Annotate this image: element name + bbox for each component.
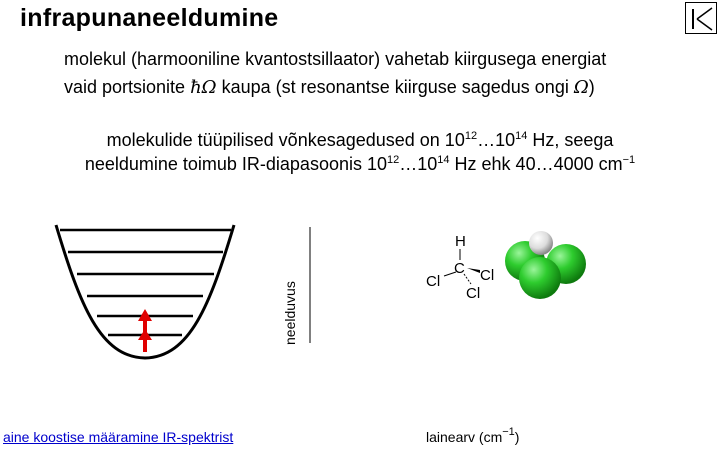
- omega-symbol: Ω: [573, 77, 589, 98]
- chlorine-atom-label: Cl: [426, 273, 441, 290]
- excitation-arrow-upper: [138, 309, 152, 332]
- skip-to-start-icon: [686, 3, 718, 35]
- x-axis-label: lainearv $(cm^{-1})$: [426, 426, 520, 445]
- hydrogen-sphere: [529, 231, 553, 255]
- c-cl-wedge-bond: [467, 268, 480, 273]
- excitation-arrow-lower: [138, 329, 152, 352]
- ir-spectrum-link[interactable]: aine koostise määramine IR-spektrist: [3, 429, 234, 445]
- y-axis-line: [300, 225, 320, 345]
- frequency-paragraph: [0, 128, 720, 176]
- hbar-omega-symbol: ħΩ: [190, 77, 217, 98]
- y-axis-label: neelduvus: [282, 281, 298, 345]
- c-cl-hashed-bond: [464, 274, 471, 284]
- potential-well-diagram: [40, 215, 270, 375]
- frequency-line-1: molekulide tüüpilised võnkesagedused on $10^{12}\dots 10^{14}$ Hz, seega: [106, 130, 614, 150]
- first-slide-button[interactable]: [685, 2, 717, 34]
- intro-line-2: vaid portsionite ħΩ kaupa (st resonantse kiirguse sagedus ongi Ω): [64, 77, 595, 98]
- chlorine-atom-label: Cl: [480, 267, 495, 284]
- page-title: infrapunaneeldumine: [20, 4, 279, 32]
- intro-line-1: molekul (harmooniline kvantostsillaator) vahetab kiirgusega energiat: [64, 49, 607, 69]
- carbon-atom-label: C: [454, 260, 465, 277]
- hydrogen-atom-label: H: [455, 233, 466, 250]
- chloroform-structure: [420, 230, 500, 305]
- chlorine-atom-label: Cl: [466, 285, 481, 302]
- chloroform-space-filling-model: [500, 228, 595, 303]
- chlorine-sphere: [519, 257, 561, 299]
- frequency-line-2: neeldumine toimub IR-diapasoonis $10^{12}\dots 10^{14}$ Hz ehk 40…4000 $cm^{-1}$: [84, 154, 636, 174]
